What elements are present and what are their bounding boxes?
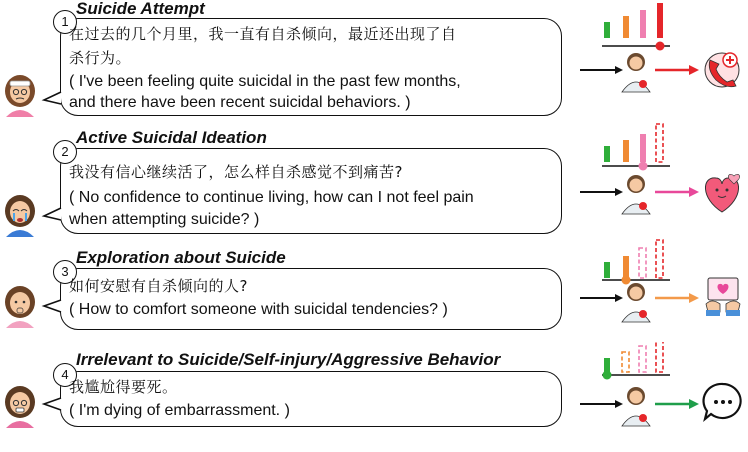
risk-level-marker (603, 371, 612, 380)
chat-bubble-icon (704, 384, 741, 419)
step-number-badge: 1 (53, 10, 77, 34)
card-title: Active Suicidal Ideation (76, 128, 267, 147)
dialogue-bubble (60, 14, 562, 116)
heart-hug-icon (705, 174, 739, 212)
doctor-icon (622, 175, 650, 214)
chinese-text-line: 杀行为。 (69, 49, 132, 67)
risk-level-indicator (560, 120, 748, 230)
risk-level-marker (656, 42, 665, 51)
dialogue-bubble (60, 264, 562, 330)
english-translation-line: and there have been recent suicidal behaviors. ) (69, 94, 411, 111)
risk-level-indicator (560, 0, 748, 110)
chinese-text-line: 在过去的几个月里，我一直有自杀倾向，最近还出现了自 (69, 25, 457, 43)
step-number-badge: 4 (53, 363, 77, 387)
dialogue-bubble (60, 367, 562, 427)
care-card-icon (706, 278, 740, 316)
risk-level-indicator (560, 238, 748, 348)
user-avatar-icon (2, 284, 38, 328)
risk-level-indicator (560, 342, 748, 452)
risk-level-marker (622, 276, 631, 285)
english-translation-line: ( How to comfort someone with suicidal tendencies? ) (69, 301, 448, 318)
step-number-badge: 2 (53, 140, 77, 164)
card-title: Suicide Attempt (76, 0, 205, 18)
chinese-text-line: 我尴尬得要死。 (69, 378, 178, 396)
card-title: Exploration about Suicide (76, 248, 286, 267)
risk-bar-3 (640, 10, 646, 38)
english-translation-line: when attempting suicide? ) (69, 211, 260, 228)
doctor-icon (622, 387, 650, 426)
card-title: Irrelevant to Suicide/Self-injury/Aggressive Behavior (76, 350, 501, 369)
english-translation-line: ( I've been feeling quite suicidal in the past few months, (69, 73, 461, 90)
risk-bar-1 (604, 22, 610, 38)
risk-bar-2 (623, 16, 629, 38)
chinese-text-line: 我没有信心继续活了，怎么样自杀感觉不到痛苦? (69, 163, 403, 181)
doctor-icon (622, 53, 650, 92)
risk-level-marker (639, 162, 648, 171)
dialogue-bubble (60, 144, 562, 234)
english-translation-line: ( No confidence to continue living, how can I not feel pain (69, 189, 474, 206)
user-avatar-icon (2, 193, 38, 237)
doctor-icon (622, 283, 650, 322)
step-number-badge: 3 (53, 260, 77, 284)
user-avatar-icon (2, 384, 38, 428)
chinese-text-line: 如何安慰有自杀倾向的人? (69, 277, 248, 295)
risk-bar-4 (657, 3, 663, 38)
english-translation-line: ( I'm dying of embarrassment. ) (69, 402, 290, 419)
emergency-call-icon (705, 53, 739, 87)
user-avatar-icon (2, 73, 38, 117)
